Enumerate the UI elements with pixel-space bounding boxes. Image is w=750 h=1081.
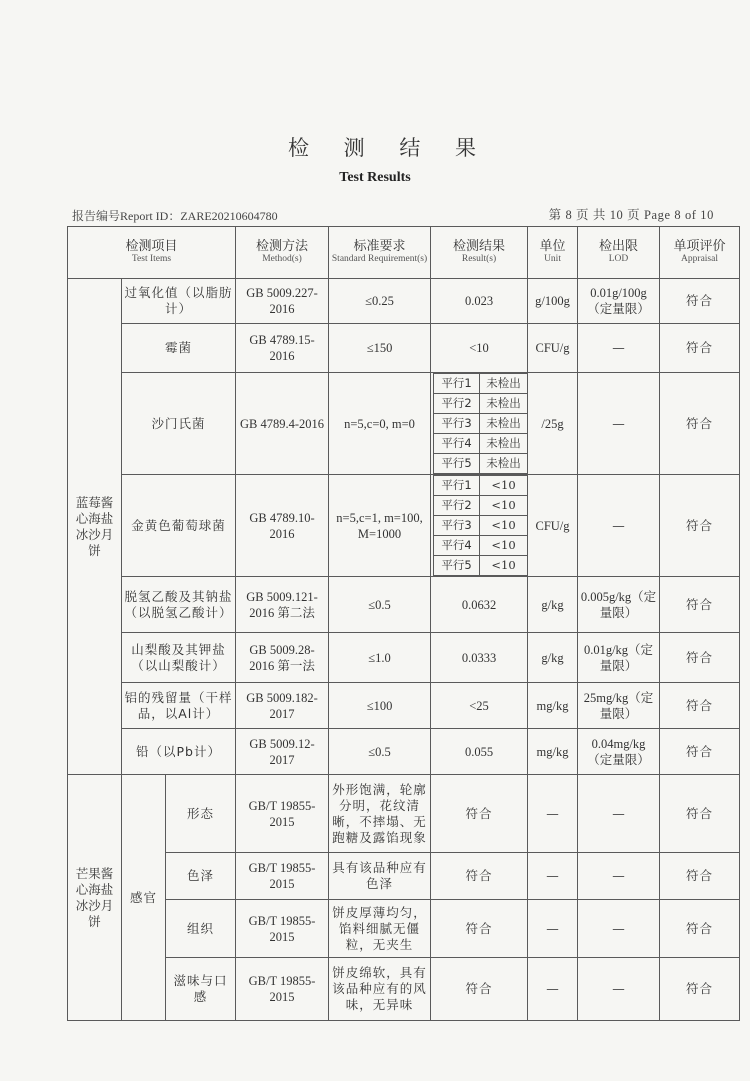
parallel-row [434, 414, 528, 434]
parallel-value: <10 [480, 536, 528, 556]
parallel-row [434, 476, 528, 496]
header-unit [528, 227, 578, 279]
header-result [431, 227, 528, 279]
parallel-value: 未检出 [480, 434, 528, 454]
table-row [68, 683, 740, 729]
appraisal: 符合 [660, 633, 740, 683]
header-row [68, 227, 740, 279]
header-method-cn: 检测方法 [256, 239, 309, 254]
parallel-row [434, 516, 528, 536]
result: 符合 [431, 853, 528, 900]
sample-name-1: 蓝莓酱心海盐冰沙月饼 [68, 279, 122, 775]
parallel-label: 平行5 [434, 556, 480, 576]
requirement: ≤100 [329, 683, 431, 729]
test-item: 铝的残留量（干样品，以Al计） [122, 683, 236, 729]
appraisal: 符合 [660, 279, 740, 324]
header-appraisal-cn: 单项评价 [673, 239, 726, 254]
test-group: 感官 [122, 775, 166, 1021]
header-unit-cn: 单位 [539, 239, 566, 254]
table-row [68, 900, 740, 958]
table-row [68, 373, 740, 475]
test-item: 金黄色葡萄球菌 [122, 475, 236, 577]
lod: 0.04mg/kg（定量限） [578, 729, 660, 775]
result: 符合 [431, 958, 528, 1021]
parallel-row [434, 394, 528, 414]
unit: mg/kg [528, 729, 578, 775]
table-row [68, 775, 740, 853]
parallel-results [431, 475, 528, 577]
requirement: n=5,c=1, m=100, M=1000 [329, 475, 431, 577]
lod: 0.01g/kg（定量限） [578, 633, 660, 683]
header-test-items-en: Test Items [131, 254, 172, 264]
sample-name-2: 芒果酱心海盐冰沙月饼 [68, 775, 122, 1021]
lod: 0.005g/kg（定量限） [578, 577, 660, 633]
header-result-en: Result(s) [461, 254, 497, 264]
lod: — [578, 900, 660, 958]
result: 0.023 [431, 279, 528, 324]
header-appraisal-en: Appraisal [681, 254, 718, 264]
parallel-value: <10 [480, 476, 528, 496]
unit: mg/kg [528, 683, 578, 729]
unit: CFU/g [528, 475, 578, 577]
unit: g/100g [528, 279, 578, 324]
unit: — [528, 958, 578, 1021]
table-row [68, 324, 740, 373]
header-lod-en: LOD [608, 254, 629, 264]
header-requirement-cn: 标准要求 [353, 239, 406, 254]
test-method: GB 5009.182-2017 [236, 683, 329, 729]
appraisal: 符合 [660, 324, 740, 373]
lod: — [578, 324, 660, 373]
parallel-results [431, 373, 528, 475]
parallel-value: <10 [480, 556, 528, 576]
parallel-label: 平行4 [434, 536, 480, 556]
requirement: 外形饱满，轮廓分明，花纹清晰，不摔塌、无跑糖及露馅现象 [329, 775, 431, 853]
result: <10 [431, 324, 528, 373]
test-method: GB/T 19855-2015 [236, 775, 329, 853]
unit: g/kg [528, 577, 578, 633]
parallel-value: 未检出 [480, 454, 528, 474]
parallel-value: 未检出 [480, 394, 528, 414]
parallel-label: 平行1 [434, 374, 480, 394]
header-appraisal [660, 227, 740, 279]
header-requirement [329, 227, 431, 279]
header-unit-en: Unit [544, 254, 561, 264]
parallel-row [434, 454, 528, 474]
unit: /25g [528, 373, 578, 475]
requirement: 饼皮绵软，具有该品种应有的风味，无异味 [329, 958, 431, 1021]
appraisal: 符合 [660, 373, 740, 475]
table-row [68, 958, 740, 1021]
requirement: ≤0.5 [329, 577, 431, 633]
header-lod [578, 227, 660, 279]
result: 0.0333 [431, 633, 528, 683]
header-test-items [68, 227, 236, 279]
table-row [68, 475, 740, 577]
appraisal: 符合 [660, 775, 740, 853]
test-method: GB 5009.12-2017 [236, 729, 329, 775]
header-lod-cn: 检出限 [599, 239, 639, 254]
parallel-value: 未检出 [480, 414, 528, 434]
parallel-label: 平行1 [434, 476, 480, 496]
parallel-value: 未检出 [480, 374, 528, 394]
header-method-en: Method(s) [262, 254, 302, 264]
test-item: 形态 [166, 775, 236, 853]
lod: 25mg/kg（定量限） [578, 683, 660, 729]
lod: — [578, 958, 660, 1021]
test-method: GB/T 19855-2015 [236, 900, 329, 958]
requirement: n=5,c=0, m=0 [329, 373, 431, 475]
parallel-table [433, 475, 528, 576]
unit: — [528, 775, 578, 853]
parallel-table [433, 373, 528, 474]
test-method: GB 5009.227-2016 [236, 279, 329, 324]
test-item: 霉菌 [122, 324, 236, 373]
test-method: GB/T 19855-2015 [236, 853, 329, 900]
test-item: 山梨酸及其钾盐（以山梨酸计） [122, 633, 236, 683]
unit: CFU/g [528, 324, 578, 373]
parallel-label: 平行3 [434, 516, 480, 536]
test-method: GB 5009.28-2016 第一法 [236, 633, 329, 683]
header-method [236, 227, 329, 279]
header-result-cn: 检测结果 [453, 239, 506, 254]
test-method: GB 5009.121-2016 第二法 [236, 577, 329, 633]
result: 0.0632 [431, 577, 528, 633]
appraisal: 符合 [660, 729, 740, 775]
page-title-en: Test Results [339, 170, 411, 185]
table-row [68, 577, 740, 633]
test-method: GB 4789.15-2016 [236, 324, 329, 373]
requirement: 具有该品种应有色泽 [329, 853, 431, 900]
lod: — [578, 853, 660, 900]
parallel-value: <10 [480, 496, 528, 516]
table-row [68, 853, 740, 900]
parallel-label: 平行3 [434, 414, 480, 434]
lod: — [578, 475, 660, 577]
result: 0.055 [431, 729, 528, 775]
appraisal: 符合 [660, 475, 740, 577]
appraisal: 符合 [660, 577, 740, 633]
lod: 0.01g/100g（定量限） [578, 279, 660, 324]
test-item: 滋味与口感 [166, 958, 236, 1021]
parallel-row [434, 556, 528, 576]
requirement: 饼皮厚薄均匀，馅料细腻无僵粒，无夹生 [329, 900, 431, 958]
page-number: 第 8 页 共 10 页 Page 8 of 10 [548, 208, 714, 222]
header-test-items-cn: 检测项目 [125, 239, 178, 254]
test-item: 组织 [166, 900, 236, 958]
unit: g/kg [528, 633, 578, 683]
requirement: ≤0.5 [329, 729, 431, 775]
header-requirement-en: Standard Requirement(s) [331, 254, 428, 264]
table-row [68, 279, 740, 324]
parallel-row [434, 374, 528, 394]
test-item: 脱氢乙酸及其钠盐（以脱氢乙酸计） [122, 577, 236, 633]
test-method: GB/T 19855-2015 [236, 958, 329, 1021]
parallel-row [434, 536, 528, 556]
parallel-label: 平行5 [434, 454, 480, 474]
parallel-label: 平行2 [434, 496, 480, 516]
table-row [68, 729, 740, 775]
test-method: GB 4789.10-2016 [236, 475, 329, 577]
requirement: ≤0.25 [329, 279, 431, 324]
results-table [67, 226, 740, 1021]
test-item: 色泽 [166, 853, 236, 900]
unit: — [528, 900, 578, 958]
appraisal: 符合 [660, 683, 740, 729]
unit: — [528, 853, 578, 900]
parallel-label: 平行2 [434, 394, 480, 414]
page-title-cn: 检 测 结 果 [287, 136, 491, 160]
lod: — [578, 775, 660, 853]
appraisal: 符合 [660, 853, 740, 900]
parallel-row [434, 496, 528, 516]
test-item: 铅（以Pb计） [122, 729, 236, 775]
lod: — [578, 373, 660, 475]
result: <25 [431, 683, 528, 729]
result: 符合 [431, 775, 528, 853]
requirement: ≤1.0 [329, 633, 431, 683]
requirement: ≤150 [329, 324, 431, 373]
test-method: GB 4789.4-2016 [236, 373, 329, 475]
table-row [68, 633, 740, 683]
parallel-row [434, 434, 528, 454]
report-id: 报告编号Report ID：ZARE20210604780 [72, 209, 278, 223]
test-item: 沙门氏菌 [122, 373, 236, 475]
appraisal: 符合 [660, 958, 740, 1021]
test-item: 过氧化值（以脂肪计） [122, 279, 236, 324]
parallel-value: <10 [480, 516, 528, 536]
appraisal: 符合 [660, 900, 740, 958]
parallel-label: 平行4 [434, 434, 480, 454]
result: 符合 [431, 900, 528, 958]
